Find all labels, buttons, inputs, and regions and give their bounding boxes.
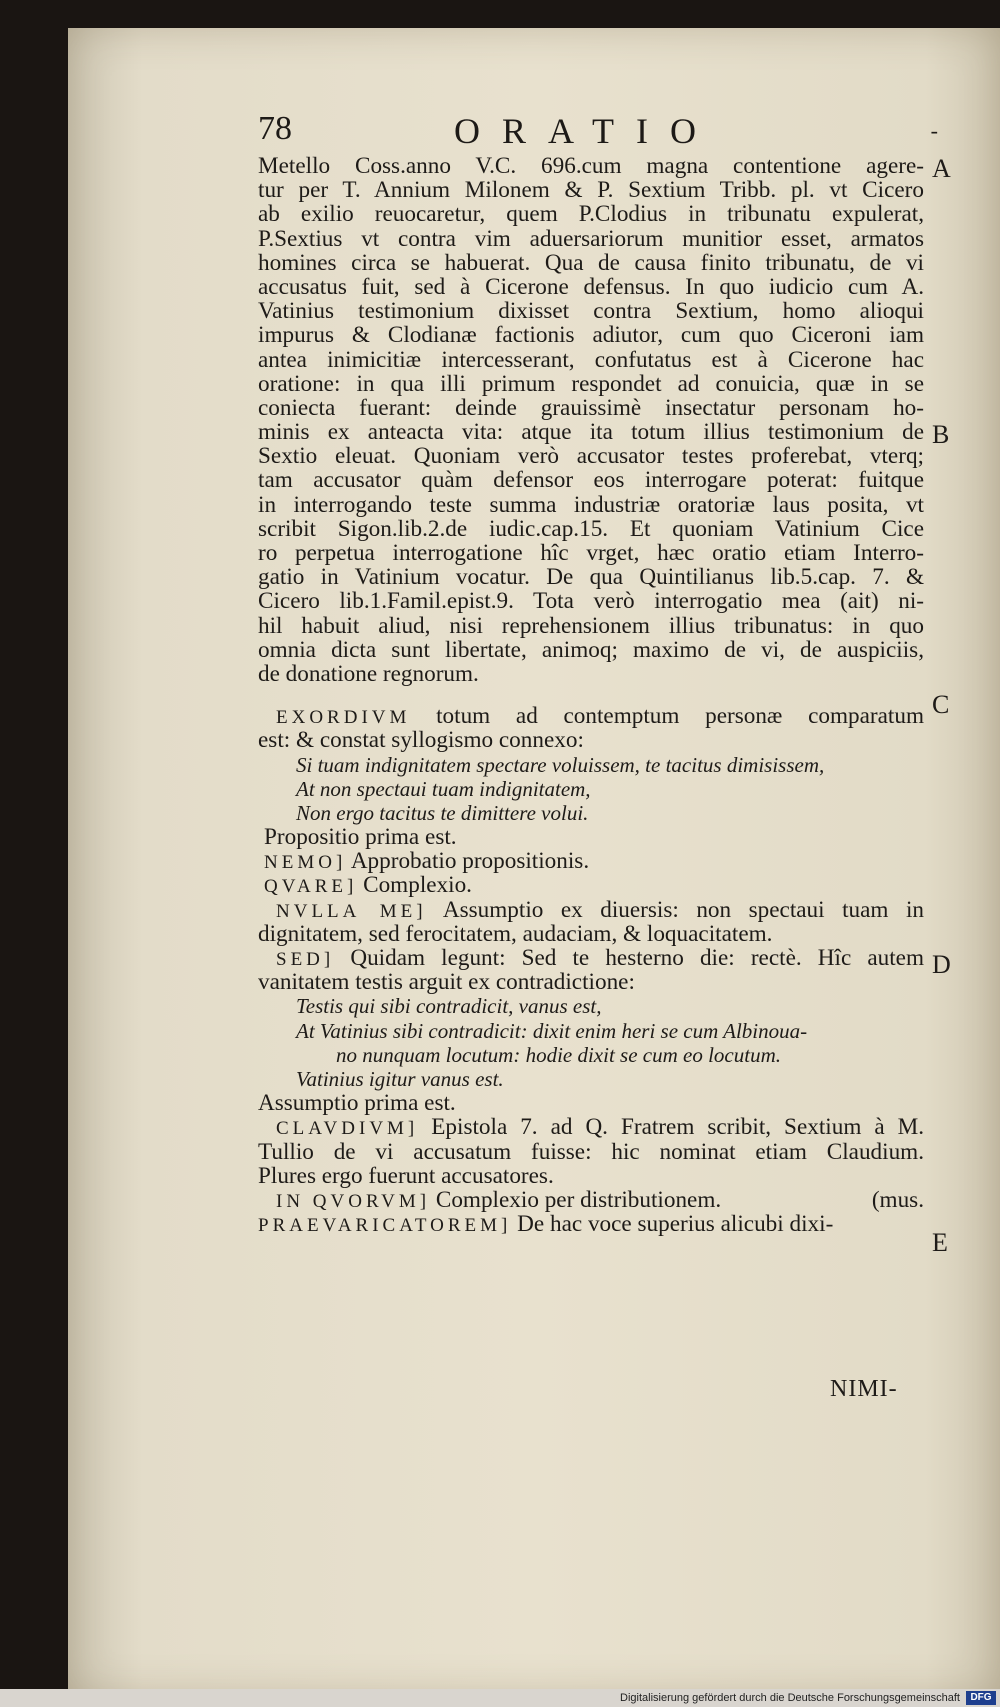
syllogism-line: Vatinius igitur vanus est. xyxy=(296,1066,504,1091)
syllogism-line: no nunquam locutum: hodie dixit se cum eo locutum. xyxy=(336,1042,781,1067)
text-line: oratione: in qua illi primum respondet ad conuicia, quæ in se xyxy=(258,370,924,397)
note-line: Tullio de vi accusatum fuisse: hic nominat etiam Claudium. xyxy=(258,1138,924,1165)
lemma: CLAVDIVM] xyxy=(276,1118,419,1140)
catchword: NIMI- xyxy=(830,1376,898,1402)
note-text: De hac voce superius alicubi dixi- xyxy=(517,1211,834,1238)
text-line: in interrogando teste summa industriæ oratoriæ laus posita, vt xyxy=(258,491,924,518)
lemma: SED] xyxy=(276,949,335,970)
syllogism-line: Testis qui sibi contradicit, vanus est, xyxy=(296,994,602,1019)
syllogism-line: At non spectaui tuam indignitatem, xyxy=(296,776,591,801)
lemma: PRAEVARICATOREM] xyxy=(258,1215,512,1237)
text-line: Vatinius testimonium dixisset contra Sextium, homo alioqui xyxy=(258,298,924,325)
text-line: coniecta fuerant: deinde grauissimè insectatur personam ho- xyxy=(258,394,924,421)
note-line xyxy=(258,1115,924,1139)
text-line: ab exilio reuocaretur, quem P.Clodius in tribunatu expulerat, xyxy=(258,201,924,228)
corner-mark: - xyxy=(930,118,938,143)
note-text: Quidam legunt: Sed te hesterno die: rectè. Hîc autem xyxy=(350,945,924,971)
note-line xyxy=(258,1188,924,1212)
text-line: hil habuit aliud, nisi reprehensionem illius tribunatus: in quo xyxy=(258,612,924,639)
spacer xyxy=(258,686,924,704)
text-line: gatio in Vatinium vocatur. De qua Quintilianus lib.5.cap. 7. & xyxy=(258,564,924,591)
note-text: Complexio per distributionem. xyxy=(435,1186,722,1213)
lemma: NEMO] xyxy=(264,852,347,874)
page-number: 78 xyxy=(258,110,292,147)
margin-letter-b: B xyxy=(932,420,950,449)
footer-text: Digitalisierung gefördert durch die Deutsche Forschungsgemeinschaft xyxy=(620,1692,960,1704)
margin-letter-e: E xyxy=(932,1228,948,1257)
text-line: Sextio eleuat. Quoniam verò accusator testes proferebat, vterq; xyxy=(258,443,924,470)
note-line: Propositio prima est. xyxy=(264,824,457,851)
text-line: P.Sextius vt contra vim aduersariorum munitior esset, armatos xyxy=(258,225,924,252)
lemma: QVARE] xyxy=(264,876,358,898)
body-text xyxy=(258,154,924,1236)
page-header xyxy=(258,110,938,156)
text-line: accusatus fuit, sed à Cicerone defensus. In quo iudicio cum A. xyxy=(258,273,924,300)
running-head: ORATIO xyxy=(454,111,718,151)
syllogism-line: At Vatinius sibi contradicit: dixit enim heri se cum Albinoua- xyxy=(296,1018,808,1043)
note-line: dignitatem, sed ferocitatem, audaciam, & loquacitatem. xyxy=(258,920,773,947)
note-text: Epistola 7. ad Q. Fratrem scribit, Sextium à M. xyxy=(431,1114,925,1141)
note-line: Assumptio prima est. xyxy=(258,1090,456,1117)
text-line: tam accusator quàm defensor eos interrogare poterat: fuitque xyxy=(258,467,924,494)
text-line: minis ex anteacta vita: atque ita totum illius testimonium de xyxy=(258,419,924,446)
dfg-logo: DFG xyxy=(966,1691,996,1705)
lemma: EXORDIVM xyxy=(276,707,411,729)
text-line: tur per T. Annium Milonem & P. Sextium Tribb. pl. vt Cicero xyxy=(258,177,924,204)
note-line: Plures ergo fuerunt accusatores. xyxy=(258,1162,554,1189)
lemma: NVLLA ME] xyxy=(276,900,427,922)
note-line: vanitatem testis arguit ex contradictione: xyxy=(258,969,635,996)
text-line: scribit Sigon.lib.2.de iudic.cap.15. Et quoniam Vatinium Cice xyxy=(258,515,924,542)
note-text: (mus. xyxy=(871,1186,924,1213)
text-line: Metello Coss.anno V.C. 696.cum magna contentione agere- xyxy=(258,153,924,179)
note-line xyxy=(258,849,924,873)
margin-letter-a: A xyxy=(932,154,951,183)
text-line: antea inimicitiæ intercesserant, confutatus est à Cicerone hac xyxy=(258,346,924,373)
note-text: Approbatio propositionis. xyxy=(350,848,590,875)
note-line xyxy=(258,946,924,970)
note-text: Complexio. xyxy=(363,872,472,899)
text-line: omnia dicta sunt libertate, animoq; maximo de vi, de auspiciis, xyxy=(258,636,924,663)
text-line: de donatione regnorum. xyxy=(258,660,479,687)
syllogism-line: Si tuam indignitatem spectare voluissem, te tacitus dimisissem, xyxy=(296,752,825,777)
note-line xyxy=(258,898,924,922)
footer-bar xyxy=(0,1689,1000,1707)
margin-letter-d: D xyxy=(932,950,951,979)
margin-letter-c: C xyxy=(932,690,950,719)
text-line: Cicero lib.1.Famil.epist.9. Tota verò interrogatio mea (ait) ni- xyxy=(258,588,924,615)
text-line: homines circa se habuerat. Qua de causa finito tribunatu, de vi xyxy=(258,249,924,276)
exordium-line: est: & constat syllogismo connexo: xyxy=(258,727,584,754)
note-line xyxy=(258,873,924,897)
note-text: Assumptio ex diuersis: non spectaui tuam in xyxy=(442,896,925,923)
text-line: ro perpetua interrogatione hîc vrget, hæc oratio etiam Interro- xyxy=(258,540,924,566)
note-text: totum ad contemptum personæ comparatum xyxy=(436,703,924,730)
exordium-line xyxy=(258,704,924,728)
syllogism-line: Non ergo tacitus te dimittere volui. xyxy=(296,800,589,825)
note-line xyxy=(258,1212,924,1236)
text-line: impurus & Clodianæ factionis adiutor, cum quo Ciceroni iam xyxy=(258,322,924,349)
lemma: IN QVORVM] xyxy=(276,1190,431,1212)
